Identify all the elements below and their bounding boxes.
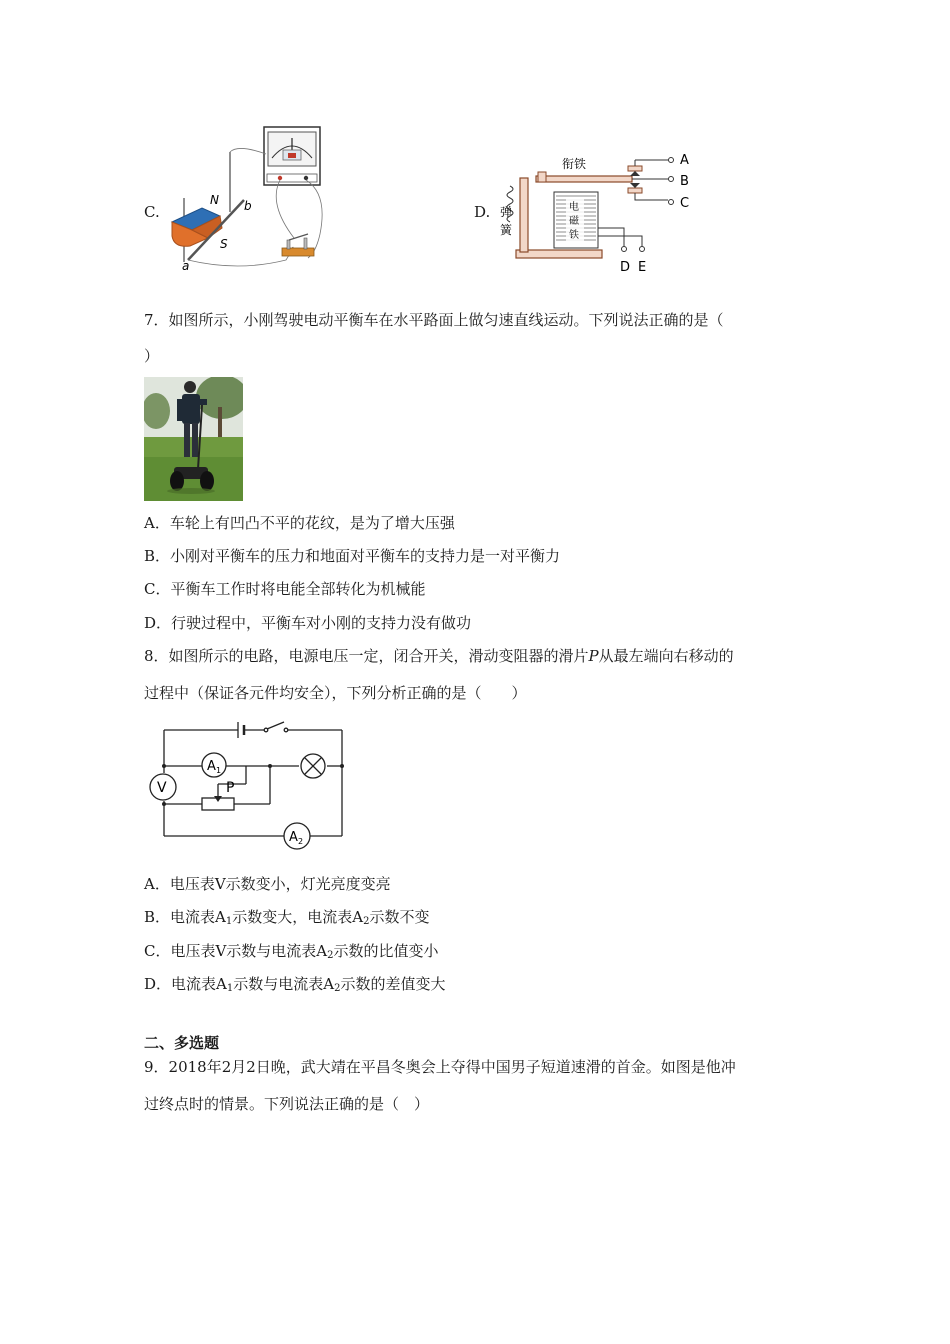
section-title-multiple-choice: 二、多选题: [144, 1034, 220, 1052]
electromagnet-label-3: 铁: [569, 230, 579, 241]
q8-option-b-sub1: 1: [225, 916, 233, 927]
q7-option-c: C．平衡车工作时将电能全部转化为机械能: [144, 580, 426, 598]
q9-stem-line1: 9．2018年2月2日晚，武大靖在平昌冬奥会上夺得中国男子短道速滑的首金。如图是他冲: [144, 1058, 736, 1076]
terminal-a-label: A: [680, 153, 689, 168]
q8-option-b-part1: B．电流表A: [144, 908, 226, 926]
electromagnet-label-1: 电: [569, 202, 579, 213]
photo-balance-scooter: [144, 377, 243, 501]
ammeter-a2-label: A: [289, 830, 298, 845]
q8-stem-line1: [144, 646, 734, 666]
q8-option-c: [144, 941, 439, 961]
q8-stem-part2: 从最左端向右移动的: [598, 647, 734, 665]
q8-option-c-part2: 示数的比值变小: [333, 942, 439, 960]
q8-option-b-sub2: 2: [363, 916, 370, 927]
spring-label-1: 弹: [500, 205, 513, 219]
q8-stem-p: P: [588, 647, 599, 665]
q7-stem-line1: 7．如图所示，小刚驾驶电动平衡车在水平路面上做匀速直线运动。下列说法正确的是（: [144, 311, 724, 329]
terminal-e-label: E: [638, 260, 647, 274]
spring-label-2: 簧: [500, 223, 513, 237]
q8-option-c-part1: C．电压表V示数与电流表A: [144, 942, 328, 960]
terminal-d-label: D: [620, 260, 631, 274]
q8-option-d-sub1: 1: [226, 983, 234, 994]
electromagnet-label-2: 磁: [569, 216, 579, 227]
figure-electromagnetic-relay: [496, 150, 706, 274]
q7-option-b: B．小刚对平衡车的压力和地面对平衡车的支持力是一对平衡力: [144, 547, 561, 565]
q8-option-d: [144, 974, 445, 994]
q8-option-b: [144, 907, 429, 927]
q8-stem-line2: 过程中（保证各元件均安全），下列分析正确的是（ ）: [144, 684, 527, 702]
q7-stem-line2: ）: [144, 347, 160, 365]
pole-s-label: S: [220, 237, 228, 251]
conductor-b-label: b: [244, 199, 252, 213]
figure-electromagnetic-induction: [168, 124, 338, 274]
q8-stem-part1: 8．如图所示的电路，电源电压一定，闭合开关，滑动变阻器的滑片: [144, 647, 589, 665]
q7-option-a: A．车轮上有凹凸不平的花纹，是为了增大压强: [144, 514, 455, 532]
q8-option-d-part2: 示数与电流表A: [233, 975, 335, 993]
q8-option-c-sub: 2: [327, 950, 334, 961]
slider-p-label: P: [226, 780, 235, 796]
option-d-label: D.: [474, 203, 491, 221]
ammeter-a2-subscript: 2: [298, 837, 304, 846]
q8-option-b-part2: 示数变大，电流表A: [232, 908, 364, 926]
q8-option-a: A．电压表V示数变小，灯光亮度变亮: [144, 875, 391, 893]
q8-option-d-sub2: 2: [334, 983, 341, 994]
terminal-c-label: C: [680, 196, 690, 211]
conductor-a-label: a: [182, 259, 190, 273]
terminal-b-label: B: [680, 174, 689, 189]
pole-n-label: N: [210, 193, 219, 207]
circuit-diagram: [146, 716, 352, 852]
ammeter-a1-label: A: [207, 759, 216, 774]
q7-option-d: D．行驶过程中，平衡车对小刚的支持力没有做功: [144, 614, 472, 632]
voltmeter-label: V: [157, 780, 167, 796]
q8-option-d-part3: 示数的差值变大: [340, 975, 446, 993]
q9-stem-line2: 过终点时的情景。下列说法正确的是（ ）: [144, 1095, 430, 1113]
q8-option-d-part1: D．电流表A: [144, 975, 227, 993]
ammeter-a1-subscript: 1: [216, 766, 222, 775]
option-c-label: C.: [144, 203, 160, 221]
q8-option-b-part3: 示数不变: [369, 908, 430, 926]
armature-label: 衔铁: [562, 157, 587, 171]
